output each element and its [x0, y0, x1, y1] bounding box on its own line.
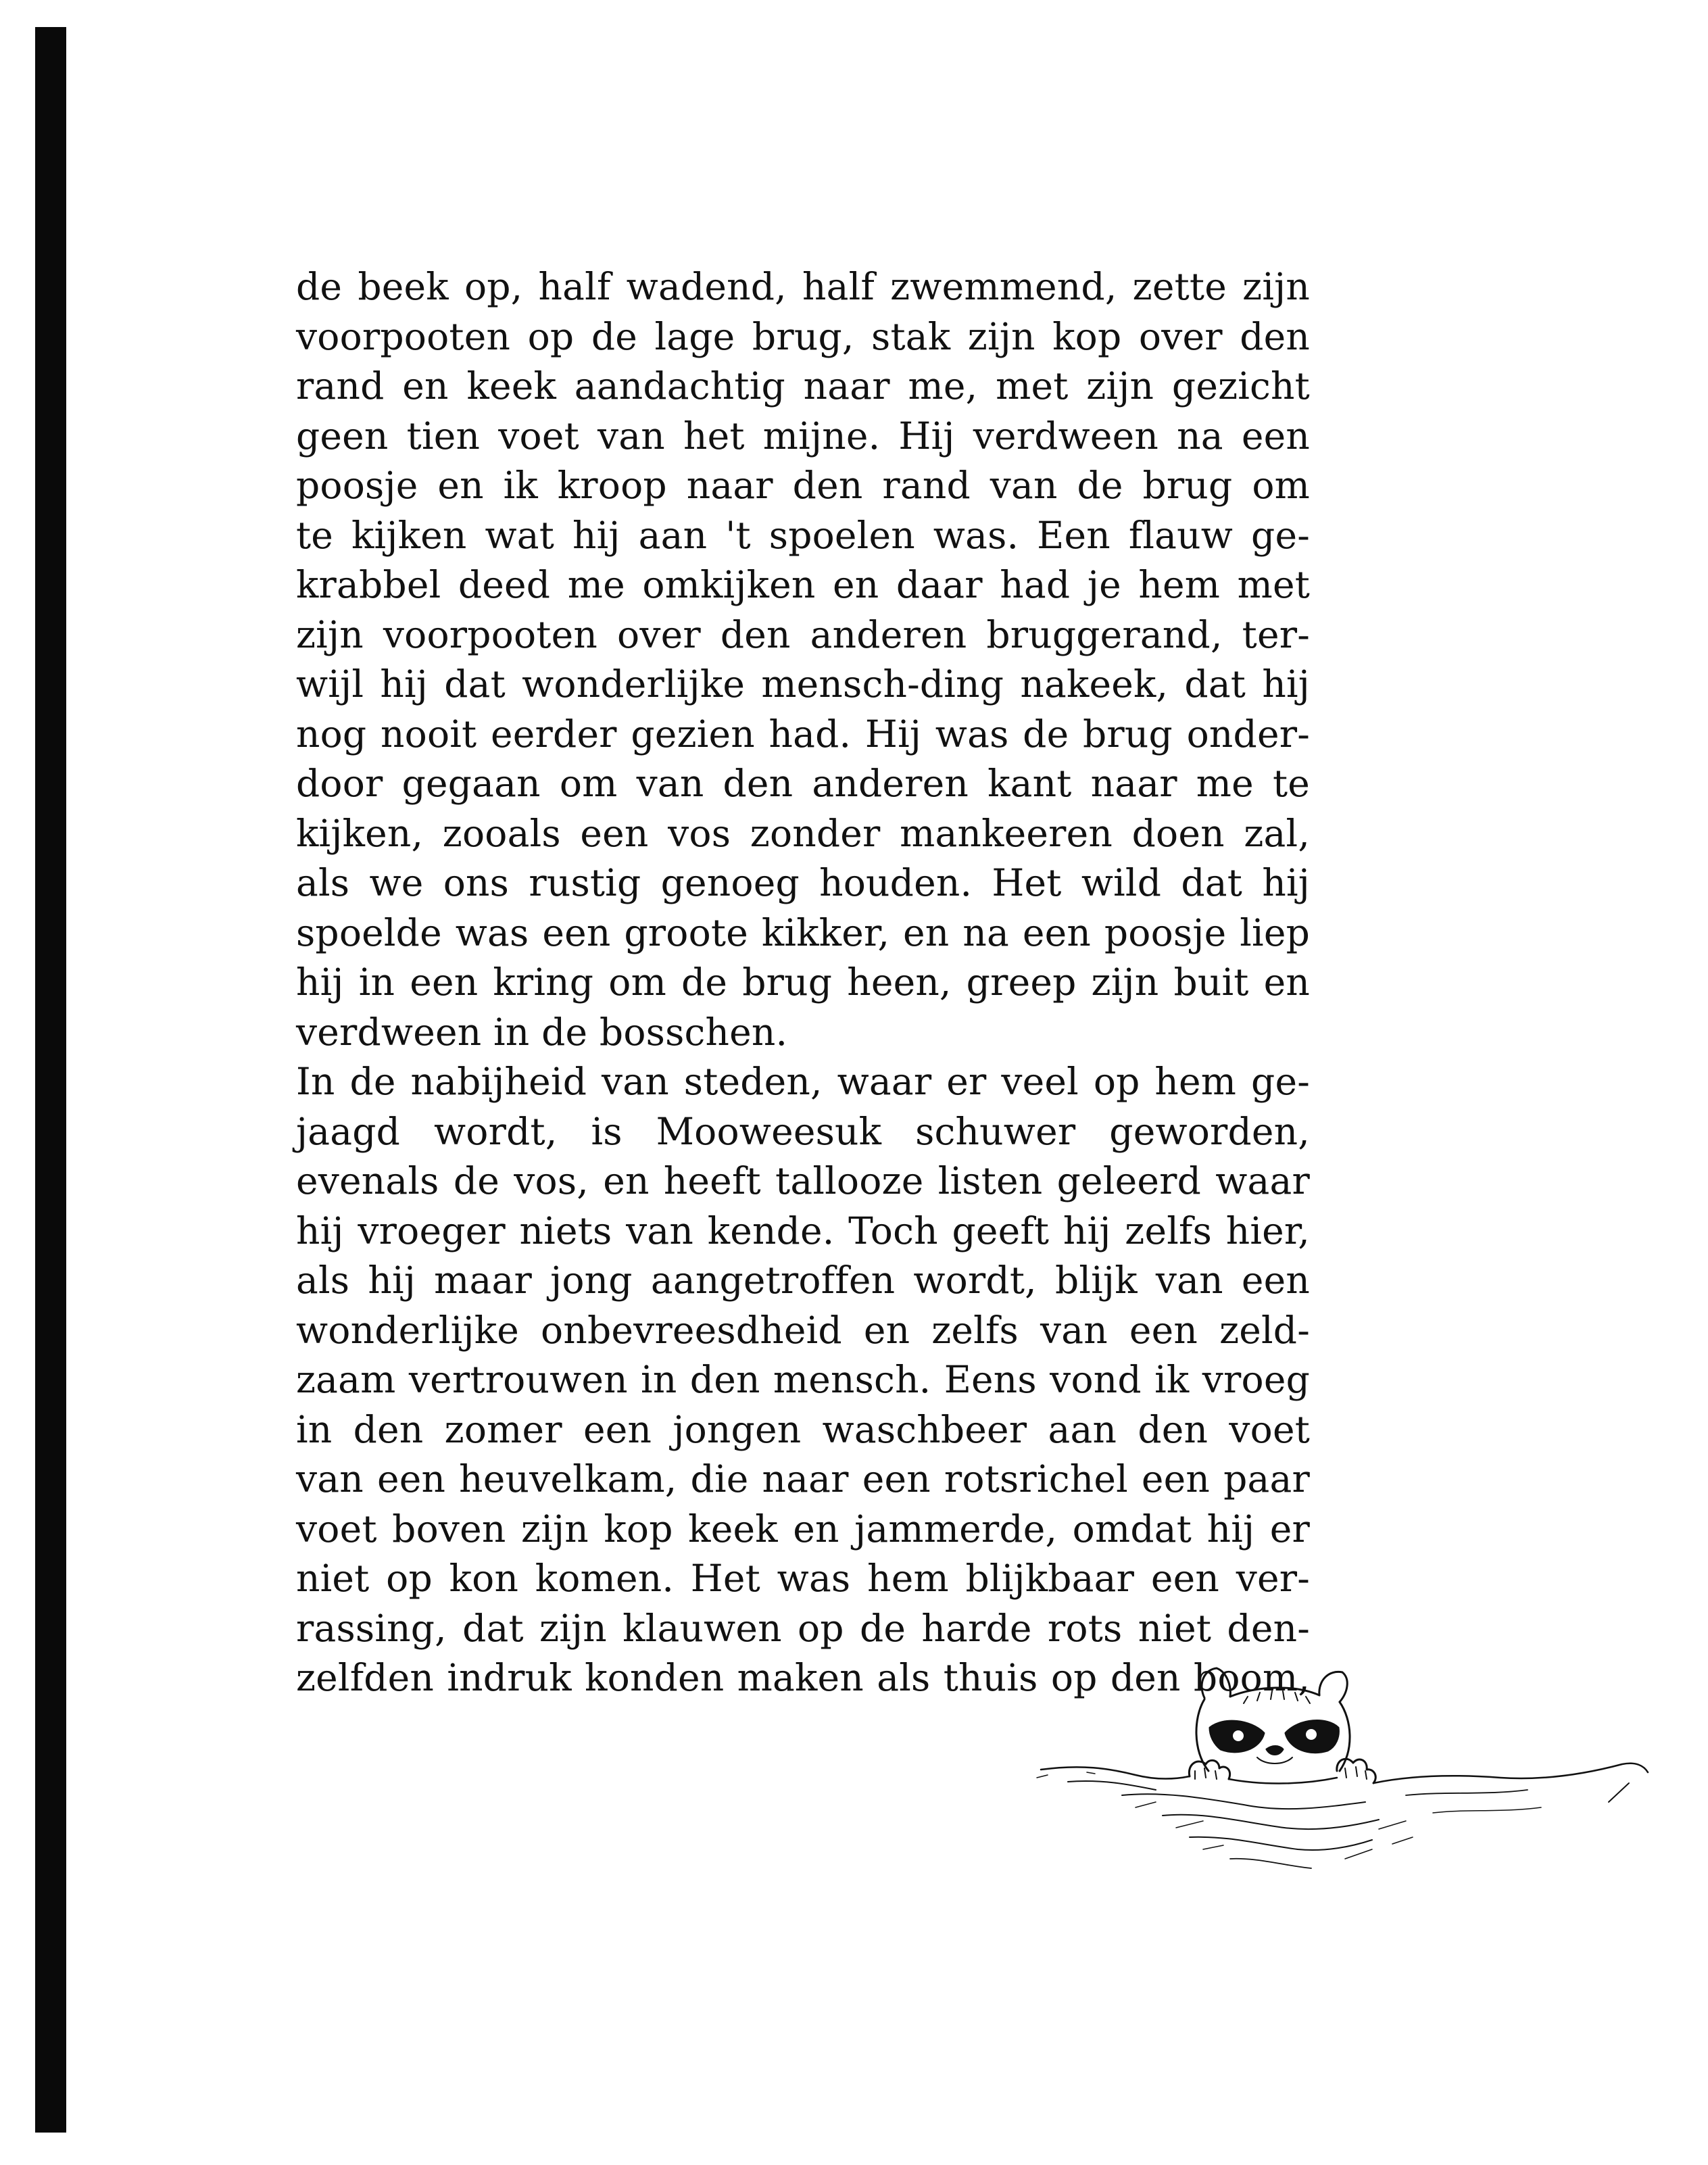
text-line: rand en keek aandachtig naar me, met zijn gezicht: [296, 364, 1310, 408]
raccoon-left-ear: [1202, 1668, 1230, 1698]
rock-ridge-icon: [1037, 1763, 1648, 1868]
text-line: hij vroeger niets van kende. Toch geeft hij zelfs hier,: [296, 1209, 1310, 1252]
text-line: als we ons rustig genoeg houden. Het wild dat hij: [296, 861, 1310, 904]
raccoon-nose: [1267, 1747, 1283, 1755]
text-line: kijken, zooals een vos zonder mankeeren doen zal,: [296, 811, 1310, 855]
text-line: evenals de vos, en heeft tallooze listen geleerd waar: [296, 1159, 1310, 1202]
text-line: wijl hij dat wonderlijke mensch-ding nakeek, dat hij: [296, 662, 1310, 706]
raccoon-right-ear: [1319, 1672, 1347, 1702]
text-line: krabbel deed me omkijken en daar had je hem met: [296, 563, 1310, 606]
text-line: van een heuvelkam, die naar een rotsrichel een paar: [296, 1457, 1310, 1501]
text-line: te kijken wat hij aan 't spoelen was. Een flauw ge-: [296, 513, 1310, 557]
raccoon-icon: [1189, 1668, 1375, 1783]
text-line: voet boven zijn kop keek en jammerde, omdat hij er: [296, 1507, 1310, 1551]
text-line: zelfden indruk konden maken als thuis op den boom,: [296, 1656, 1310, 1699]
text-line: wonderlijke onbevreesdheid en zelfs van een zeld-: [296, 1308, 1310, 1352]
raccoon-left-eye: [1233, 1730, 1244, 1741]
body-text: [296, 262, 1310, 1703]
text-line: voorpooten op de lage brug, stak zijn kop over den: [296, 314, 1310, 358]
text-line: niet op kon komen. Het was hem blijkbaar een ver-: [296, 1557, 1310, 1600]
text-line: In de nabijheid van steden, waar er veel op hem ge-: [296, 1060, 1310, 1103]
text-line: rassing, dat zijn klauwen op de harde rots niet den-: [296, 1606, 1310, 1650]
text-line: poosje en ik kroop naar den rand van de brug om: [296, 464, 1310, 507]
text-line: zaam vertrouwen in den mensch. Eens vond ik vroeg: [296, 1358, 1310, 1401]
text-line: nog nooit eerder gezien had. Hij was de brug onder-: [296, 712, 1310, 756]
raccoon-right-eye: [1306, 1729, 1317, 1740]
text-line: verdween in de bosschen.: [296, 1010, 788, 1054]
scan-edge-bar: [35, 27, 66, 2133]
text-line: in den zomer een jongen waschbeer aan den voet: [296, 1407, 1310, 1451]
text-line: geen tien voet van het mijne. Hij verdween na een: [296, 414, 1310, 458]
raccoon-illustration: [1027, 1663, 1656, 1893]
text-line: als hij maar jong aangetroffen wordt, blijk van een: [296, 1259, 1310, 1302]
text-line: hij in een kring om de brug heen, greep zijn buit en: [296, 960, 1310, 1004]
text-line: jaagd wordt, is Mooweesuk schuwer geworden,: [296, 1109, 1310, 1153]
text-line: zijn voorpooten over den anderen bruggerand, ter-: [296, 612, 1310, 656]
text-line: door gegaan om van den anderen kant naar me te: [296, 762, 1310, 805]
text-line: spoelde was een groote kikker, en na een poosje liep: [296, 910, 1310, 954]
text-line: de beek op, half wadend, half zwemmend, zette zijn: [296, 265, 1310, 308]
